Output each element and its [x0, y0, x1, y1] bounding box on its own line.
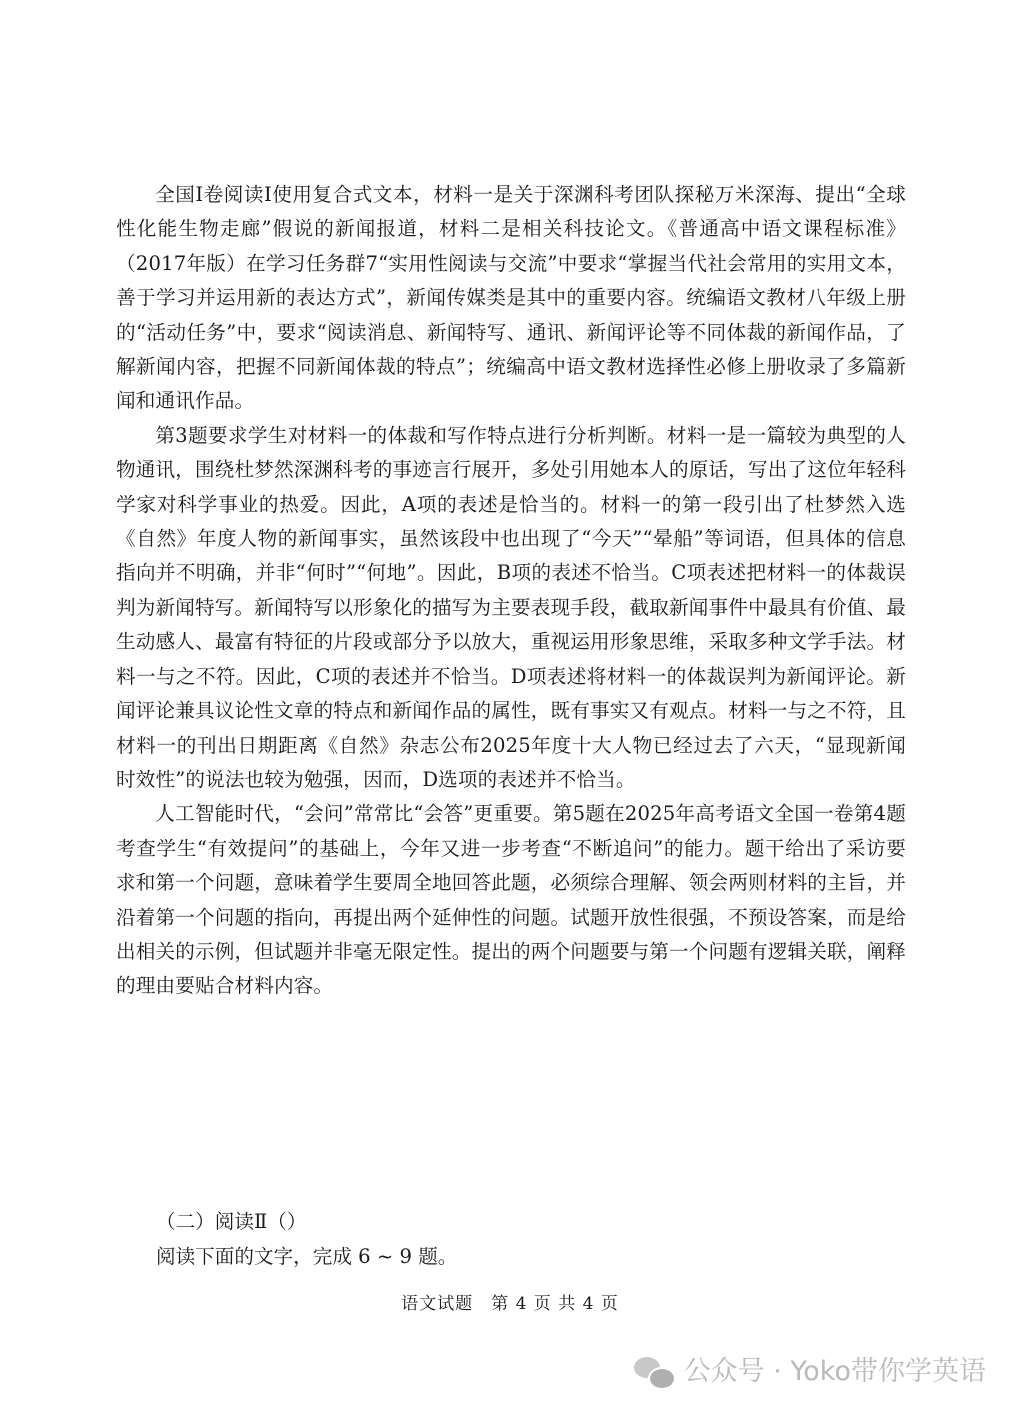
paragraph-2: 第3题要求学生对材料一的体裁和写作特点进行分析判断。材料一是一篇较为典型的人物通讯，围绕杜梦然深渊科考的事迹言行展开，多处引用她本人的原话，写出了这位年轻科学家对科学事业的热爱。因此，A项的表述是恰当的。材料一的第一段引出了杜梦然入选《自然》年度人物的新闻事实，虽然该段中也出现了“今天”“晕船”等词语，但具体的信息指向并不明确，并非“何时”“何地”。因此，B项的表述不恰当。C项表述把材料一的体裁误判为新闻特写。新闻特写以形象化的描写为主要表现手段，截取新闻事件中最具有价值、最生动感人、最富有特征的片段或部分予以放大，重视运用形象思维，采取多种文学手法。材料一与之不符。因此，C项的表述并不恰当。D项表述将材料一的体裁误判为新闻评论。新闻评论兼具议论性文章的特点和新闻作品的属性，既有事实又有观点。材料一与之不符，且材料一的刊出日期距离《自然》杂志公布2025年度十大人物已经过去了六天，“显现新闻时效性”的说法也较为勉强，因而，D选项的表述并不恰当。 [116, 423, 906, 791]
question-instruction: 阅读下面的文字，完成 6 ~ 9 题。 [156, 1245, 458, 1268]
analysis-body [116, 178, 906, 1004]
watermark-text: 公众号 · Yoko带你学英语 [683, 1356, 986, 1387]
section-heading: （二）阅读Ⅱ（） [156, 1210, 307, 1233]
paragraph-1: 全国Ⅰ卷阅读Ⅰ使用复合式文本，材料一是关于深渊科考团队探秘万米深海、提出“全球性化能生物走廊”假说的新闻报道，材料二是相关科技论文。《普通高中语文课程标准》（2017年版）在学习任务群7“实用性阅读与交流”中要求“掌握当代社会常用的实用文本，善于学习并运用新的表达方式”，新闻传媒类是其中的重要内容。统编语文教材八年级上册的“活动任务”中，要求“阅读消息、新闻特写、通讯、新闻评论等不同体裁的新闻作品，了解新闻内容，把握不同新闻体裁的特点”；统编高中语文教材选择性必修上册收录了多篇新闻和通讯作品。 [116, 183, 906, 413]
wechat-icon [634, 1355, 674, 1389]
watermark [634, 1352, 986, 1392]
paragraph-3: 人工智能时代，“会问”常常比“会答”更重要。第5题在2025年高考语文全国一卷第4题考查学生“有效提问”的基础上，今年又进一步考查“不断追问”的能力。题干给出了采访要求和第一个问题，意味着学生要周全地回答此题，必须综合理解、领会两则材料的主旨，并沿着第一个问题的指向，再提出两个延伸性的问题。试题开放性很强，不预设答案，而是给出相关的示例，但试题并非毫无限定性。提出的两个问题要与第一个问题有逻辑关联，阐释的理由要贴合材料内容。 [116, 802, 906, 998]
page-footer: 语文试题 第 4 页 共 4 页 [401, 1294, 619, 1314]
